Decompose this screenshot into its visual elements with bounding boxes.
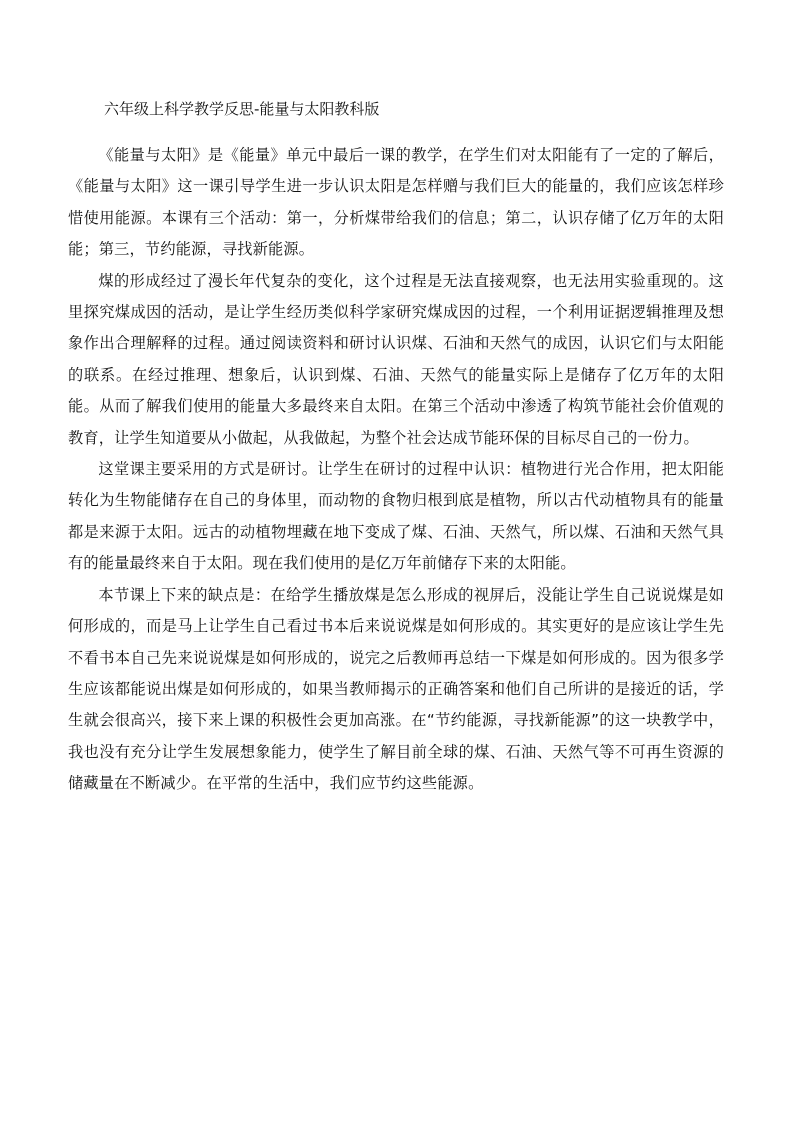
paragraph-intro: 《能量与太阳》是《能量》单元中最后一课的教学，在学生们对太阳能有了一定的了解后，《能量与太阳》这一课引导学生进一步认识太阳是怎样赠与我们巨大的能量的，我们应该怎样珍惜使用能源。本课有三个活动：第一，分析煤带给我们的信息；第二，认识存储了亿万年的太阳能；第三，节约能源，寻找新能源。 <box>68 146 724 259</box>
document-page <box>68 92 724 800</box>
document-title: 六年级上科学教学反思-能量与太阳教科版 <box>104 100 380 118</box>
paragraph-shortcomings: 本节课上下来的缺点是：在给学生播放煤是怎么形成的视屏后，没能让学生自己说说煤是如何形成的，而是马上让学生自己看过书本后来说说煤是如何形成的。其实更好的是应该让学生先不看书本自己先来说说煤是如何形成的，说完之后教师再总结一下煤是如何形成的。因为很多学生应该都能说出煤是如何形成的，如果当教师揭示的正确答案和他们自己所讲的是接近的话，学生就会很高兴，接下来上课的积极性会更加高涨。在“节约能源，寻找新能源”的这一块教学中，我也没有充分让学生发展想象能力，使学生了解目前全球的煤、石油、天然气等不可再生资源的储藏量在不断减少。在平常的生活中，我们应节约这些能源。 <box>68 585 724 793</box>
paragraph-coal-formation: 煤的形成经过了漫长年代复杂的变化，这个过程是无法直接观察，也无法用实验重现的。这里探究煤成因的活动，是让学生经历类似科学家研究煤成因的过程，一个利用证据逻辑推理及想象作出合理解释的过程。通过阅读资料和研讨认识煤、石油和天然气的成因，认识它们与太阳能的联系。在经过推理、想象后，认识到煤、石油、天然气的能量实际上是储存了亿万年的太阳能。从而了解我们使用的能量大多最终来自太阳。在第三个活动中渗透了构筑节能社会价值观的教育，让学生知道要从小做起，从我做起，为整个社会达成节能环保的目标尽自己的一份力。 <box>68 271 724 447</box>
paragraph-discussion: 这堂课主要采用的方式是研讨。让学生在研讨的过程中认识：植物进行光合作用，把太阳能转化为生物能储存在自己的身体里，而动物的食物归根到底是植物，所以古代动植物具有的能量都是来源于太阳。远古的动植物埋藏在地下变成了煤、石油、天然气，所以煤、石油和天然气具有的能量最终来自于太阳。现在我们使用的是亿万年前储存下来的太阳能。 <box>68 460 724 573</box>
